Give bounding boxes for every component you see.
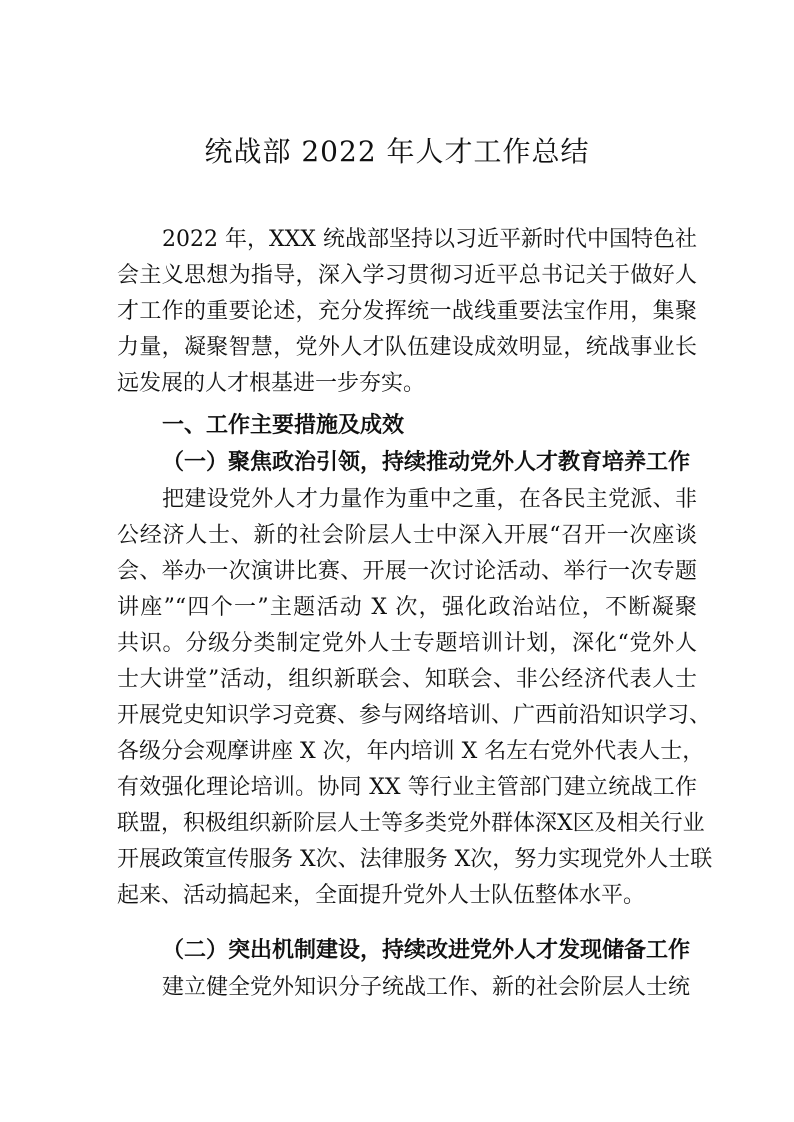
body-line: 把建设党外人才力量作为重中之重，在各民主党派、非	[162, 487, 697, 512]
body-line: 有效强化理论培训。协同 XX 等行业主管部门建立统战工作	[117, 775, 697, 800]
body-line: 开展党史知识学习竞赛、参与网络培训、广西前沿知识学习、	[117, 703, 712, 728]
intro-line: 远发展的人才根基进一步夯实。	[117, 371, 426, 396]
body-line: 共识。分级分类制定党外人士专题培训计划，深化“党外人	[117, 631, 697, 656]
body-line: 建立健全党外知识分子统战工作、新的社会阶层人士统	[162, 975, 691, 1000]
document-title: 统战部 2022 年人才工作总结	[204, 135, 590, 168]
intro-line: 才工作的重要论述，充分发挥统一战线重要法宝作用，集聚	[117, 299, 697, 324]
body-line: 起来、活动搞起来，全面提升党外人士队伍整体水平。	[117, 883, 646, 908]
body-line: 开展政策宣传服务 X次、法律服务 X次，努力实现党外人士联	[117, 847, 713, 872]
body-line: 各级分会观摩讲座 X 次，年内培训 X 名左右党外代表人士，	[117, 739, 705, 764]
intro-line: 力量，凝聚智慧，党外人才队伍建设成效明显，统战事业长	[117, 335, 697, 360]
intro-line: 2022 年，XXX 统战部坚持以习近平新时代中国特色社	[162, 227, 697, 252]
subsection-heading: （二）突出机制建设，持续改进党外人才发现储备工作	[162, 937, 691, 963]
body-line: 士大讲堂”活动，组织新联会、知联会、非公经济代表人士	[117, 667, 697, 692]
intro-line: 会主义思想为指导，深入学习贯彻习近平总书记关于做好人	[117, 263, 697, 288]
section-heading: 一、工作主要措施及成效	[162, 413, 405, 438]
body-line: 联盟，积极组织新阶层人士等多类党外群体深X区及相关行业	[117, 811, 705, 836]
subsection-heading: （一）聚焦政治引领，持续推动党外人才教育培养工作	[162, 449, 691, 475]
body-line: 公经济人士、新的社会阶层人士中深入开展“召开一次座谈	[117, 523, 697, 548]
body-line: 会、举办一次演讲比赛、开展一次讨论活动、举行一次专题	[117, 559, 697, 584]
body-line: 讲座”“四个一”主题活动 X 次，强化政治站位，不断凝聚	[117, 595, 697, 620]
